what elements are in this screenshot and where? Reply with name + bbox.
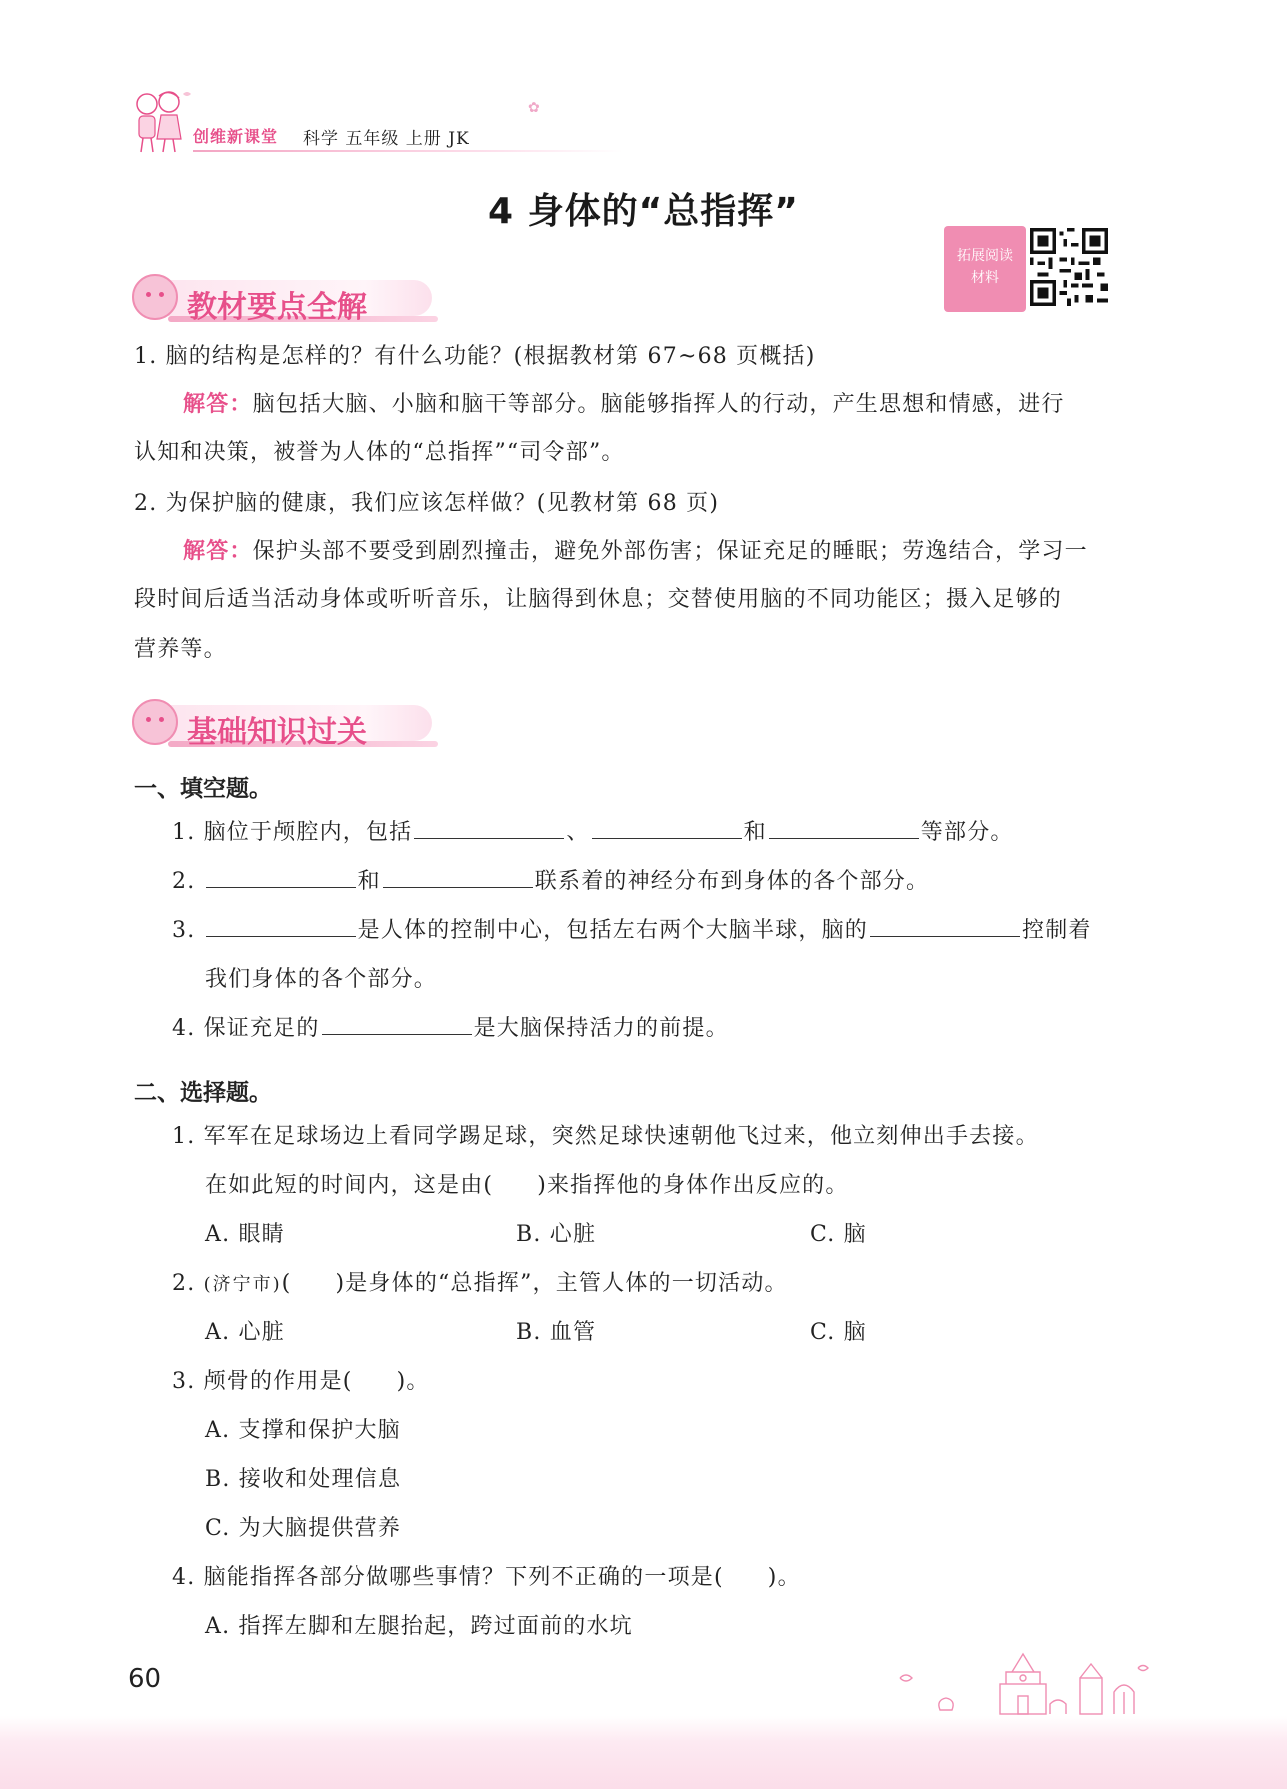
fill-question-3-cont: 我们身体的各个部分。 (205, 967, 438, 992)
region-tag: (济宁市) (203, 1274, 282, 1295)
choice-option[interactable]: B. 血管 (516, 1320, 597, 1345)
header-divider (193, 150, 623, 152)
choice-option[interactable]: C. 为大脑提供营养 (205, 1516, 402, 1541)
flower-decoration-icon: ✿ (528, 100, 540, 116)
question-2: 2. 为保护脑的健康，我们应该怎样做？(见教材第 68 页) (134, 491, 720, 516)
section-title: 教材要点全解 (187, 290, 367, 325)
qr-label (944, 226, 1026, 312)
answer-blank[interactable] (592, 818, 742, 839)
footer-band (0, 1716, 1287, 1789)
choice-option[interactable]: A. 眼睛 (205, 1222, 285, 1247)
fill-question-3: 3. 是人体的控制中心，包括左右两个大脑半球，脑的 控制着 (172, 918, 1092, 943)
choice-option[interactable]: A. 心脏 (205, 1320, 285, 1345)
answer-tag: 解答： (183, 539, 253, 564)
answer-blank[interactable] (870, 916, 1020, 937)
section-banner-key-points (132, 272, 432, 330)
fill-question-4: 4. 保证充足的 是大脑保持活力的前提。 (172, 1016, 729, 1041)
answer-blank[interactable] (322, 1014, 472, 1035)
answer-blank[interactable] (206, 867, 356, 888)
answer-2-line-1: 解答：保护头部不要受到剧烈撞击，避免外部伤害；保证充足的睡眠；劳逸结合，学习一 (183, 539, 1088, 564)
answer-blank[interactable] (383, 867, 533, 888)
answer-2-line-2: 段时间后适当活动身体或听听音乐，让脑得到休息；交替使用脑的不同功能区；摄入足够的 (134, 587, 1063, 612)
choice-option[interactable]: A. 支撑和保护大脑 (205, 1418, 401, 1443)
qr-label-line2: 材料 (971, 270, 999, 286)
choice-question-1: 1. 军军在足球场边上看同学踢足球，突然足球快速朝他飞过来，他立刻伸出手去接。 (172, 1124, 1039, 1149)
extended-reading-qr[interactable] (944, 226, 1110, 312)
choice-heading: 二、选择题。 (134, 1080, 272, 1106)
mascot-icon (132, 699, 178, 745)
answer-1-line-2: 认知和决策，被誉为人体的“总指挥”“司令部”。 (134, 440, 625, 465)
answer-blank[interactable] (769, 818, 919, 839)
choice-option[interactable]: C. 脑 (810, 1320, 867, 1345)
answer-1-line-1: 解答：脑包括大脑、小脑和脑干等部分。脑能够指挥人的行动，产生思想和情感，进行 (183, 392, 1065, 417)
qr-label-line1: 拓展阅读 (957, 248, 1013, 264)
answer-tag: 解答： (183, 392, 253, 417)
book-subject: 科学 五年级 上册 JK (303, 129, 470, 149)
page-title: 4 身体的“总指挥” (488, 191, 799, 232)
section-title: 基础知识过关 (187, 715, 367, 750)
page-header (125, 88, 625, 158)
kids-illustration (125, 88, 193, 154)
qr-code-icon[interactable] (1030, 228, 1108, 306)
fill-question-1: 1. 脑位于颅腔内，包括 、 和 等部分。 (172, 820, 1014, 845)
answer-blank[interactable] (206, 916, 356, 937)
choice-question-3: 3. 颅骨的作用是( )。 (172, 1369, 430, 1394)
choice-option[interactable]: B. 接收和处理信息 (205, 1467, 402, 1492)
fill-question-2: 2. 和 联系着的神经分布到身体的各个部分。 (172, 869, 930, 894)
choice-question-1-cont: 在如此短的时间内，这是由( )来指挥他的身体作出反应的。 (205, 1173, 849, 1198)
choice-question-2: 2. (济宁市)( )是身体的“总指挥”，主管人体的一切活动。 (172, 1271, 788, 1296)
castle-decoration-icon (880, 1648, 1160, 1718)
section-banner-basic-knowledge (132, 697, 432, 755)
page-number: 60 (128, 1664, 162, 1694)
mascot-icon (132, 274, 178, 320)
fill-blank-heading: 一、填空题。 (134, 776, 272, 802)
question-1: 1. 脑的结构是怎样的？有什么功能？(根据教材第 67~68 页概括) (134, 344, 816, 369)
choice-option[interactable]: B. 心脏 (516, 1222, 597, 1247)
choice-option[interactable]: A. 指挥左脚和左腿抬起，跨过面前的水坑 (205, 1614, 633, 1639)
choice-question-4: 4. 脑能指挥各部分做哪些事情？下列不正确的一项是( )。 (172, 1565, 801, 1590)
answer-2-line-3: 营养等。 (134, 637, 227, 662)
brand-name: 创维新课堂 (193, 127, 279, 146)
answer-blank[interactable] (414, 818, 564, 839)
choice-option[interactable]: C. 脑 (810, 1222, 867, 1247)
